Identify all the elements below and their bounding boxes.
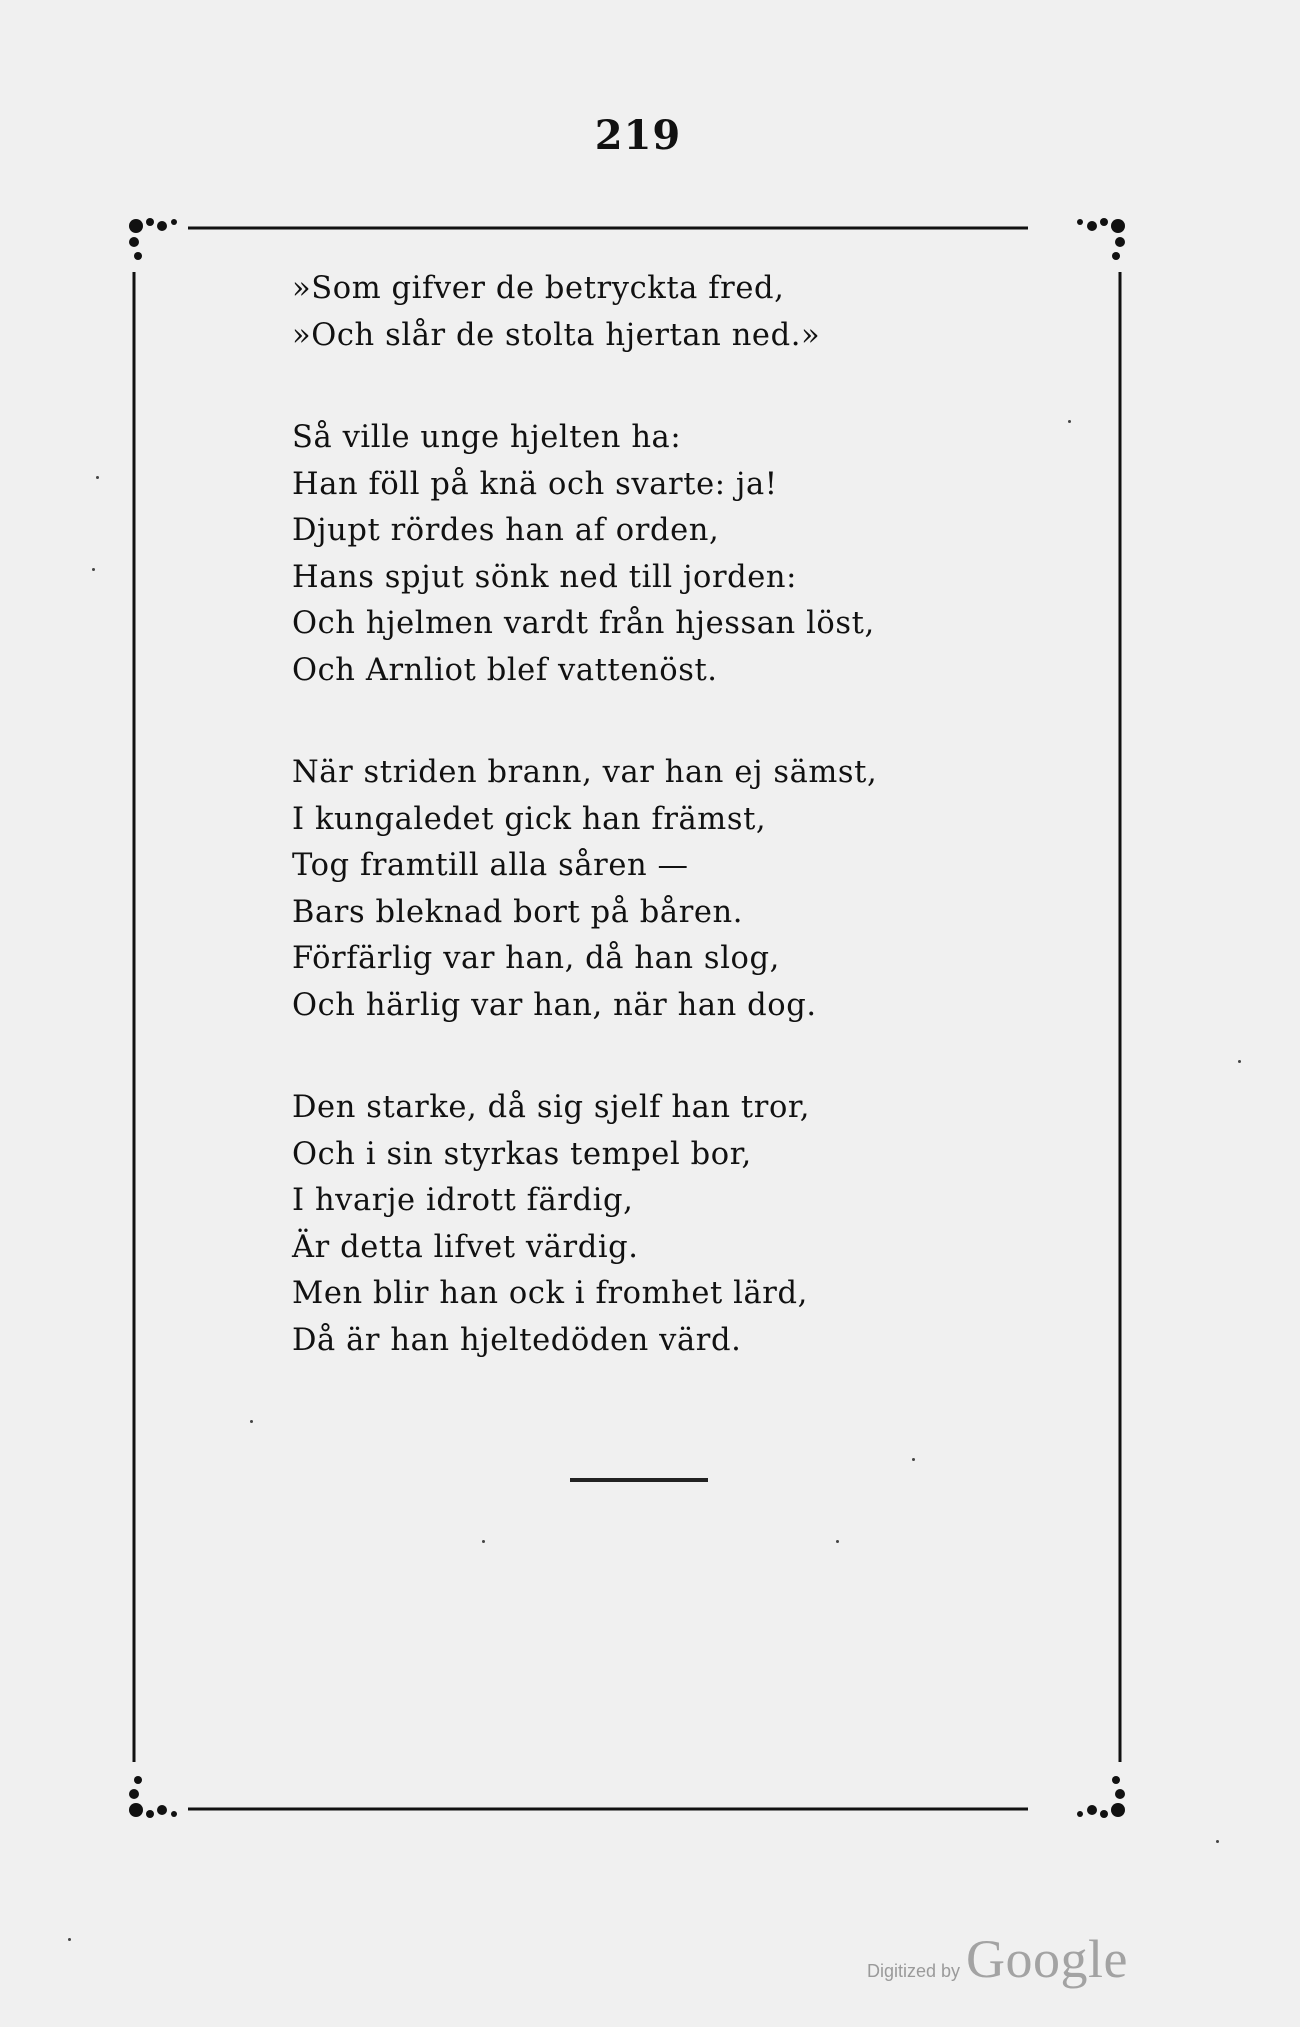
digitized-by-label: Digitized by xyxy=(866,1961,961,1981)
poem-line: Och härlig var han, när han dog. xyxy=(292,987,817,1023)
google-logo: Google xyxy=(966,1929,1128,1989)
poem-line: I kungaledet gick han främst, xyxy=(292,801,767,837)
poem-line: »Och slår de stolta hjertan ned.» xyxy=(292,317,821,353)
poem-line: Och i sin styrkas tempel bor, xyxy=(292,1136,752,1172)
scan-speck xyxy=(96,476,99,479)
scan-speck xyxy=(912,1458,915,1461)
end-rule xyxy=(570,1478,708,1482)
digitized-by-watermark xyxy=(867,1928,1128,1990)
scan-speck xyxy=(1068,420,1071,423)
poem-line: Men blir han ock i fromhet lärd, xyxy=(292,1276,808,1311)
poem-line: Så ville unge hjelten ha: xyxy=(292,420,682,455)
scan-speck xyxy=(836,1540,839,1543)
poem-line: »Som gifver de betryckta fred, xyxy=(292,271,785,306)
poem-line: Bars bleknad bort på båren. xyxy=(292,894,744,930)
stanza-3 xyxy=(292,750,1072,1029)
poem-line: Och hjelmen vardt från hjessan löst, xyxy=(292,606,875,641)
scan-speck xyxy=(250,1420,253,1423)
poem-line: Är detta lifvet värdig. xyxy=(292,1229,639,1265)
scan-speck xyxy=(68,1938,71,1941)
poem-line: Tog framtill alla såren — xyxy=(292,848,689,883)
page-number: 219 xyxy=(594,112,682,159)
poem-line: Den starke, då sig sjelf han tror, xyxy=(292,1090,811,1125)
stanza-1 xyxy=(292,266,1072,359)
stanza-2 xyxy=(292,415,1072,694)
poem-line: Då är han hjeltedöden värd. xyxy=(292,1322,742,1358)
poem-line: Och Arnliot blef vattenöst. xyxy=(292,652,718,688)
scan-speck xyxy=(1216,1840,1219,1843)
poem-line: Djupt rördes han af orden, xyxy=(292,513,720,548)
poem-line: Hans spjut sönk ned till jorden: xyxy=(292,559,798,595)
poem-line: När striden brann, var han ej sämst, xyxy=(292,755,878,790)
poem-line: I hvarje idrott färdig, xyxy=(292,1183,634,1218)
scan-speck xyxy=(92,568,95,571)
poem-line: Han föll på knä och svarte: ja! xyxy=(292,466,778,502)
poem-text xyxy=(292,266,1072,1420)
poem-line: Förfärlig var han, då han slog, xyxy=(292,941,780,976)
stanza-4 xyxy=(292,1085,1072,1364)
scan-speck xyxy=(1238,1060,1241,1063)
scan-speck xyxy=(482,1540,485,1543)
